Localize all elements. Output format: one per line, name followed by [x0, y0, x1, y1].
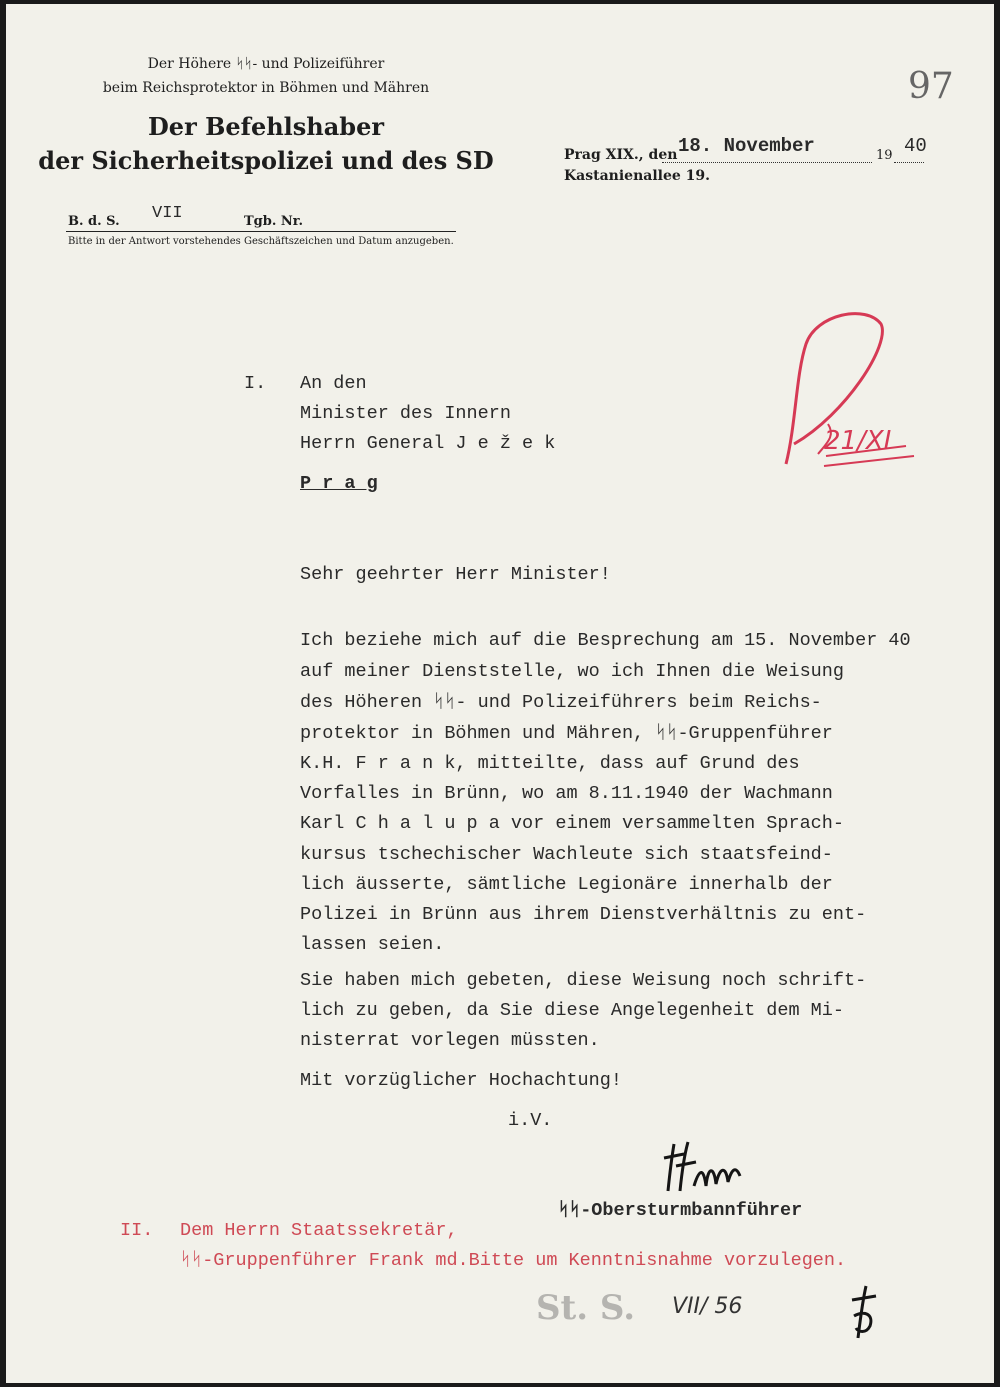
- letter-date: 18. November: [678, 135, 815, 157]
- body-line: Sie haben mich gebeten, diese Weisung noch schrift-: [300, 970, 867, 991]
- body-line: auf meiner Dienststelle, wo ich Ihnen die Weisung: [300, 661, 844, 682]
- body-line: Ich beziehe mich auf die Besprechung am 15. November 40: [300, 630, 911, 651]
- body-line: Karl C h a l u p a vor einem versammelten Sprach-: [300, 813, 844, 834]
- body-line: lich äusserte, sämtliche Legionäre innerhalb der: [300, 874, 833, 895]
- signature-rank: ᛋᛋ-Obersturmbannführer: [558, 1200, 803, 1221]
- recipient-line-1: An den: [300, 373, 367, 394]
- section2-line-1: Dem Herrn Staatssekretär,: [180, 1220, 458, 1241]
- date-dotline: [662, 162, 872, 163]
- handwritten-signature-icon: [656, 1136, 746, 1206]
- reference-label: B. d. S.: [68, 214, 120, 229]
- place-prefix: Prag XIX., den: [564, 147, 678, 163]
- recipient-marker: I.: [244, 373, 267, 394]
- in-vertretung: i.V.: [508, 1110, 553, 1131]
- recipient-city: P r a g: [300, 473, 378, 494]
- office-stamp: St. S.: [536, 1288, 636, 1328]
- body-line: des Höheren ᛋᛋ- und Polizeiführers beim Reichs-: [300, 692, 822, 713]
- body-line: protektor in Böhmen und Mähren, ᛋᛋ-Gruppenführer: [300, 723, 833, 744]
- section2-line-2: ᛋᛋ-Gruppenführer Frank md.Bitte um Kenntnisnahme vorzulegen.: [180, 1250, 847, 1271]
- recipient-line-2: Minister des Innern: [300, 403, 511, 424]
- street-address: Kastanienallee 19.: [564, 168, 710, 184]
- header-rule: [66, 231, 456, 232]
- body-line: K.H. F r a n k, mitteilte, dass auf Grund des: [300, 753, 800, 774]
- body-line: lich zu geben, da Sie diese Angelegenheit dem Mi-: [300, 1000, 844, 1021]
- date-year: 40: [904, 135, 927, 157]
- body-line: lassen seien.: [300, 934, 445, 955]
- page-number: 97: [908, 66, 954, 107]
- red-pencil-mark-icon: [766, 304, 926, 484]
- stamp-annotation: VII/ 56: [672, 1294, 743, 1319]
- body-line: Polizei in Brünn aus ihrem Dienstverhältnis zu ent-: [300, 904, 867, 925]
- year-dotline: [894, 162, 924, 163]
- header-line-1: Der Höhere ᛋᛋ- und Polizeiführer: [147, 56, 385, 72]
- body-line: Vorfalles in Brünn, wo am 8.11.1940 der Wachmann: [300, 783, 833, 804]
- header-line-2: beim Reichsprotektor in Böhmen und Mähren: [102, 80, 430, 96]
- recipient-line-3: Herrn General J e ž e k: [300, 433, 556, 454]
- date-century: 19: [876, 148, 893, 163]
- red-pencil-annotation: 21/XI: [824, 426, 892, 456]
- salutation: Sehr geehrter Herr Minister!: [300, 564, 611, 585]
- header-title-2: der Sicherheitspolizei und des SD: [38, 146, 494, 175]
- closing: Mit vorzüglicher Hochachtung!: [300, 1070, 622, 1091]
- header-title-1: Der Befehlshaber: [147, 112, 384, 141]
- document-page: [6, 4, 994, 1383]
- section2-marker: II.: [120, 1220, 154, 1241]
- handwritten-initial-icon: [846, 1282, 886, 1342]
- header-instruction: Bitte in der Antwort vorstehendes Geschäftszeichen und Datum anzugeben.: [68, 236, 454, 247]
- body-line: kursus tschechischer Wachleute sich staatsfeind-: [300, 844, 833, 865]
- reference-value: VII: [152, 204, 183, 223]
- tgb-label: Tgb. Nr.: [244, 214, 303, 229]
- body-line: nisterrat vorlegen müssten.: [300, 1030, 600, 1051]
